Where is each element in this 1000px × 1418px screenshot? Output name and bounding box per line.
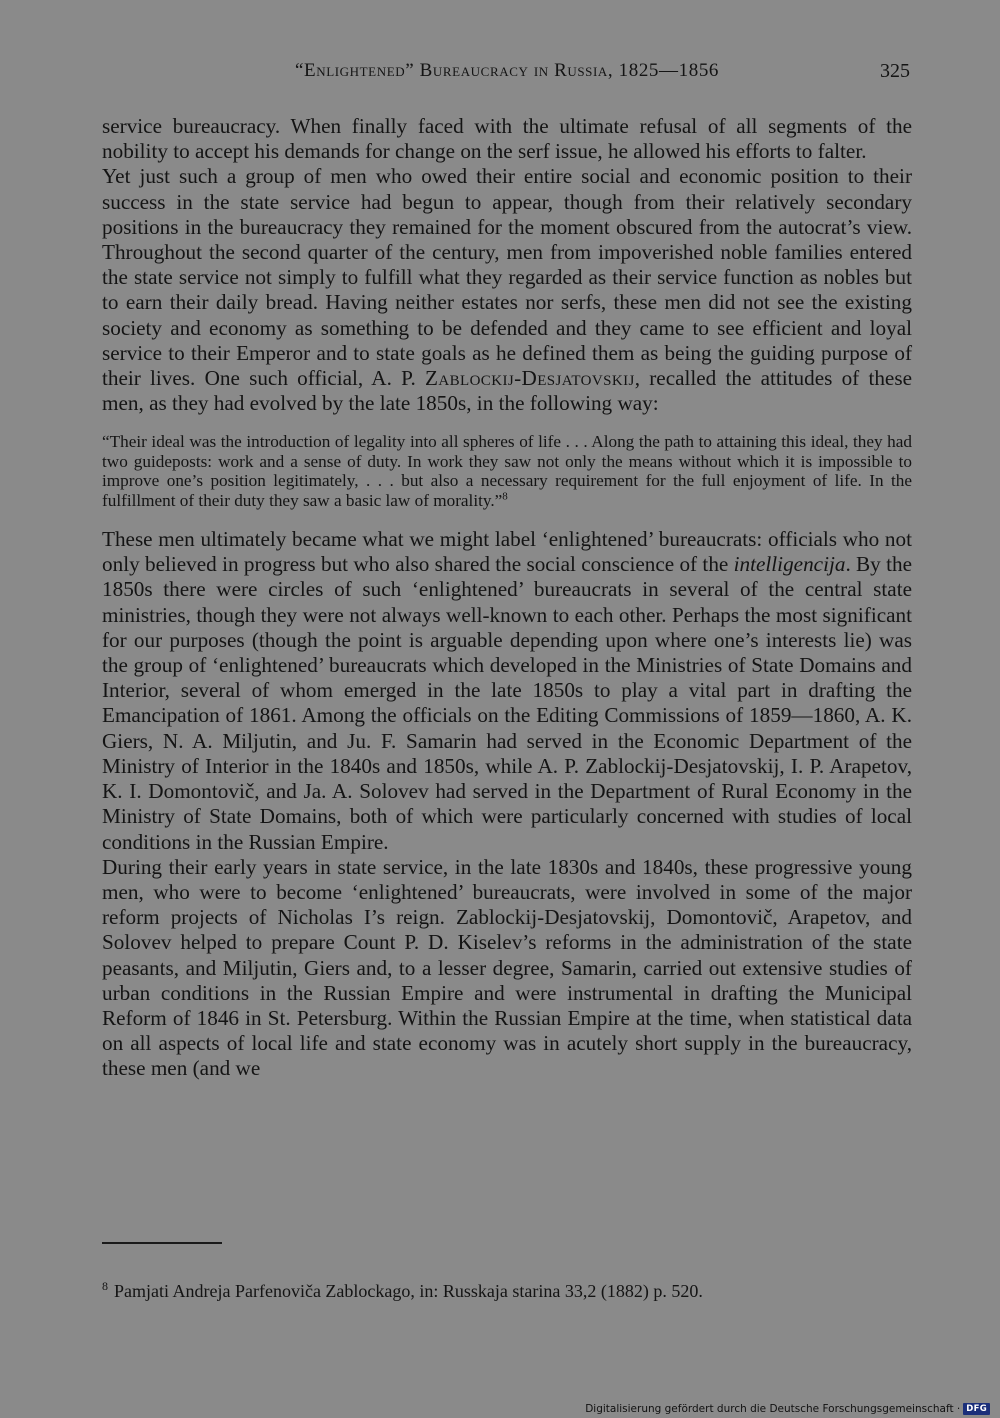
running-title: “Enlightened” Bureaucracy in Russia, 1825—1856	[294, 60, 720, 81]
dfg-logo-icon: DFG	[963, 1403, 990, 1415]
paragraph-3-start: These men ultimately became what we might label ‘enlightened’ bureaucrats: officials who not only believed in progress but who also shared the social conscience of the	[102, 527, 912, 577]
credit-text: Digitalisierung gefördert durch die Deutsche Forschungsgemeinschaft ·	[585, 1403, 961, 1415]
author-name: Zablockij-Desjatovskij	[425, 366, 635, 391]
digitization-credit	[585, 1403, 990, 1415]
running-head	[102, 60, 912, 90]
footnote-divider	[102, 1242, 222, 1244]
paragraph-2	[102, 164, 912, 416]
quote-text: “Their ideal was the introduction of legality into all spheres of life . . . Along the path to attaining this ideal, they had two guideposts: work and a sense of duty. In work they saw not only the means without which it is impossible to improve one’s position legitimately, . . . but also a necessary requirement for the full enjoyment of life. In the fulfillment of their duty they saw a basic law of morality.”	[102, 432, 912, 510]
block-quote	[102, 432, 912, 510]
footnote	[102, 1280, 912, 1302]
paragraph-4: During their early years in state service, in the late 1830s and 1840s, these progressive young men, who were to become ‘enlightened’ bureaucrats, were involved in some of the major reform projects of Nicholas I’s reign. Zablockij-Desjatovskij, Domontovič, Arapetov, and Solovev helped to prepare Count P. D. Kiselev’s reforms in the administration of the state peasants, and Miljutin, Giers and, to a lesser degree, Samarin, carried out extensive studies of urban conditions in the Russian Empire and were instrumental in drafting the Municipal Reform of 1846 in St. Petersburg. Within the Russian Empire at the time, when statistical data on all aspects of local life and state economy was in acutely short supply in the bureaucracy, these men (and we	[102, 854, 912, 1081]
body-text	[102, 114, 912, 1082]
paragraph-1: service bureaucracy. When finally faced with the ultimate refusal of all segments of the nobility to accept his demands for change on the serf issue, he allowed his efforts to falter.	[102, 114, 912, 164]
paragraph-3-end: . By the 1850s there were circles of such ‘enlightened’ bureaucrats in several of the central state ministries, though they were not always well-known to each other. Perhaps the most significant for our purposes (though the point is arguable depending upon where one’s interests lie) was the group of ‘enlightened’ bureaucrats which developed in the Ministries of State Domains and Interior, several of whom emerged in the late 1850s to play a vital part in drafting the Emancipation of 1861. Among the officials on the Editing Commissions of 1859—1860, A. K. Giers, N. A. Miljutin, and Ju. F. Samarin had served in the Economic Department of the Ministry of Interior in the 1840s and 1850s, while A. P. Zablockij-Desjatovskij, I. P. Arapetov, K. I. Domontovič, and Ja. A. Solovev had served in the Department of Rural Economy in the Ministry of State Domains, both of which were particularly concerned with studies of local conditions in the Russian Empire.	[102, 552, 912, 854]
footnote-text: Pamjati Andreja Parfenoviča Zablockago, in: Russkaja starina 33,2 (1882) p. 520.	[114, 1281, 703, 1301]
footnote-mark: 8	[102, 1279, 108, 1293]
paragraph-2-end: , recalled the attitudes of these men, as they had evolved by the late 1850s, in the following way:	[102, 366, 912, 416]
paragraph-2-start: Yet just such a group of men who owed their entire social and economic position to their success in the state service had begun to appear, though from their relatively secondary positions in the bureaucracy they remained for the moment obscured from the autocrat’s view. Throughout the second quarter of the century, men from impoverished noble families entered the state service not simply to fulfill what they regarded as their service function as nobles but to earn their daily bread. Having neither estates nor serfs, these men did not see the existing society and economy as something to be defended and they came to see efficient and loyal service to their Emperor and to state goals as he defined them as being the guiding purpose of their lives. One such official, A. P.	[102, 164, 912, 391]
footnote-reference[interactable]: 8	[502, 489, 508, 502]
italic-term: intelligencija	[733, 552, 846, 577]
page-number: 325	[880, 60, 910, 82]
paragraph-3	[102, 527, 912, 855]
